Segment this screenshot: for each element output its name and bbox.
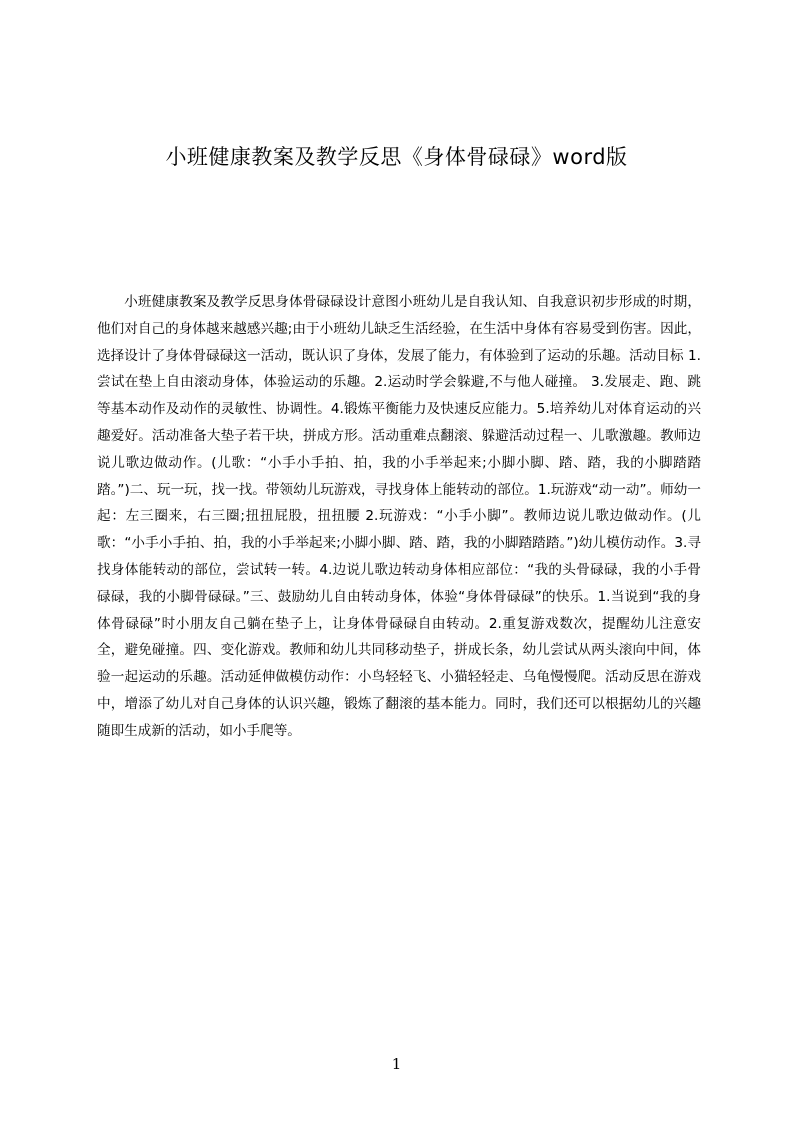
document-body-paragraph: 小班健康教案及教学反思身体骨碌碌设计意图小班幼儿是自我认知、自我意识初步形成的时期，他们对自己的身体越来越感兴趣;由于小班幼儿缺乏生活经验，在生活中身体有容易受到伤害。因此，选择设计了身体骨碌碌这一活动，既认识了身体，发展了能力，有体验到了运动的乐趣。活动目标 1.尝试在垫上自由滚动身体，体验运动的乐趣。2.运动时学会躲避,不与他人碰撞。 3.发展走、跑、跳等基本动作及动作的灵敏性、协调性。4.锻炼平衡能力及快速反应能力。5.培养幼儿对体育运动的兴趣爱好。活动准备大垫子若干块，拼成方形。活动重难点翻滚、躲避活动过程一、儿歌激趣。教师边说儿歌边做动作。(儿歌：“小手小手拍、拍，我的小手举起来;小脚小脚、踏、踏，我的小脚踏踏踏。”)二、玩一玩，找一找。带领幼儿玩游戏，寻找身体上能转动的部位。1.玩游戏“动一动”。师幼一起：左三圈来，右三圈;扭扭屁股，扭扭腰 2.玩游戏：“小手小脚”。教师边说儿歌边做动作。(儿歌：“小手小手拍、拍，我的小手举起来;小脚小脚、踏、踏，我的小脚踏踏踏。”)幼儿模仿动作。3.寻找身体能转动的部位，尝试转一转。4.边说儿歌边转动身体相应部位：“我的头骨碌碌，我的小手骨碌碌，我的小脚骨碌碌。”三、鼓励幼儿自由转动身体，体验“身体骨碌碌”的快乐。1.当说到“我的身体骨碌碌”时小朋友自己躺在垫子上，让身体骨碌碌自由转动。2.重复游戏数次，提醒幼儿注意安全，避免碰撞。四、变化游戏。教师和幼儿共同移动垫子，拼成长条，幼儿尝试从两头滚向中间，体验一起运动的乐趣。活动延伸做模仿动作：小鸟轻轻飞、小猫轻轻走、乌龟慢慢爬。活动反思在游戏中，增添了幼儿对自己身体的认识兴趣，锻炼了翻滚的基本能力。同时，我们还可以根据幼儿的兴趣随即生成新的活动，如小手爬等。 bbox=[97, 294, 701, 739]
page-number: 1 bbox=[391, 1055, 402, 1073]
document-title: 小班健康教案及教学反思《身体骨碌碌》word版 bbox=[165, 145, 628, 169]
